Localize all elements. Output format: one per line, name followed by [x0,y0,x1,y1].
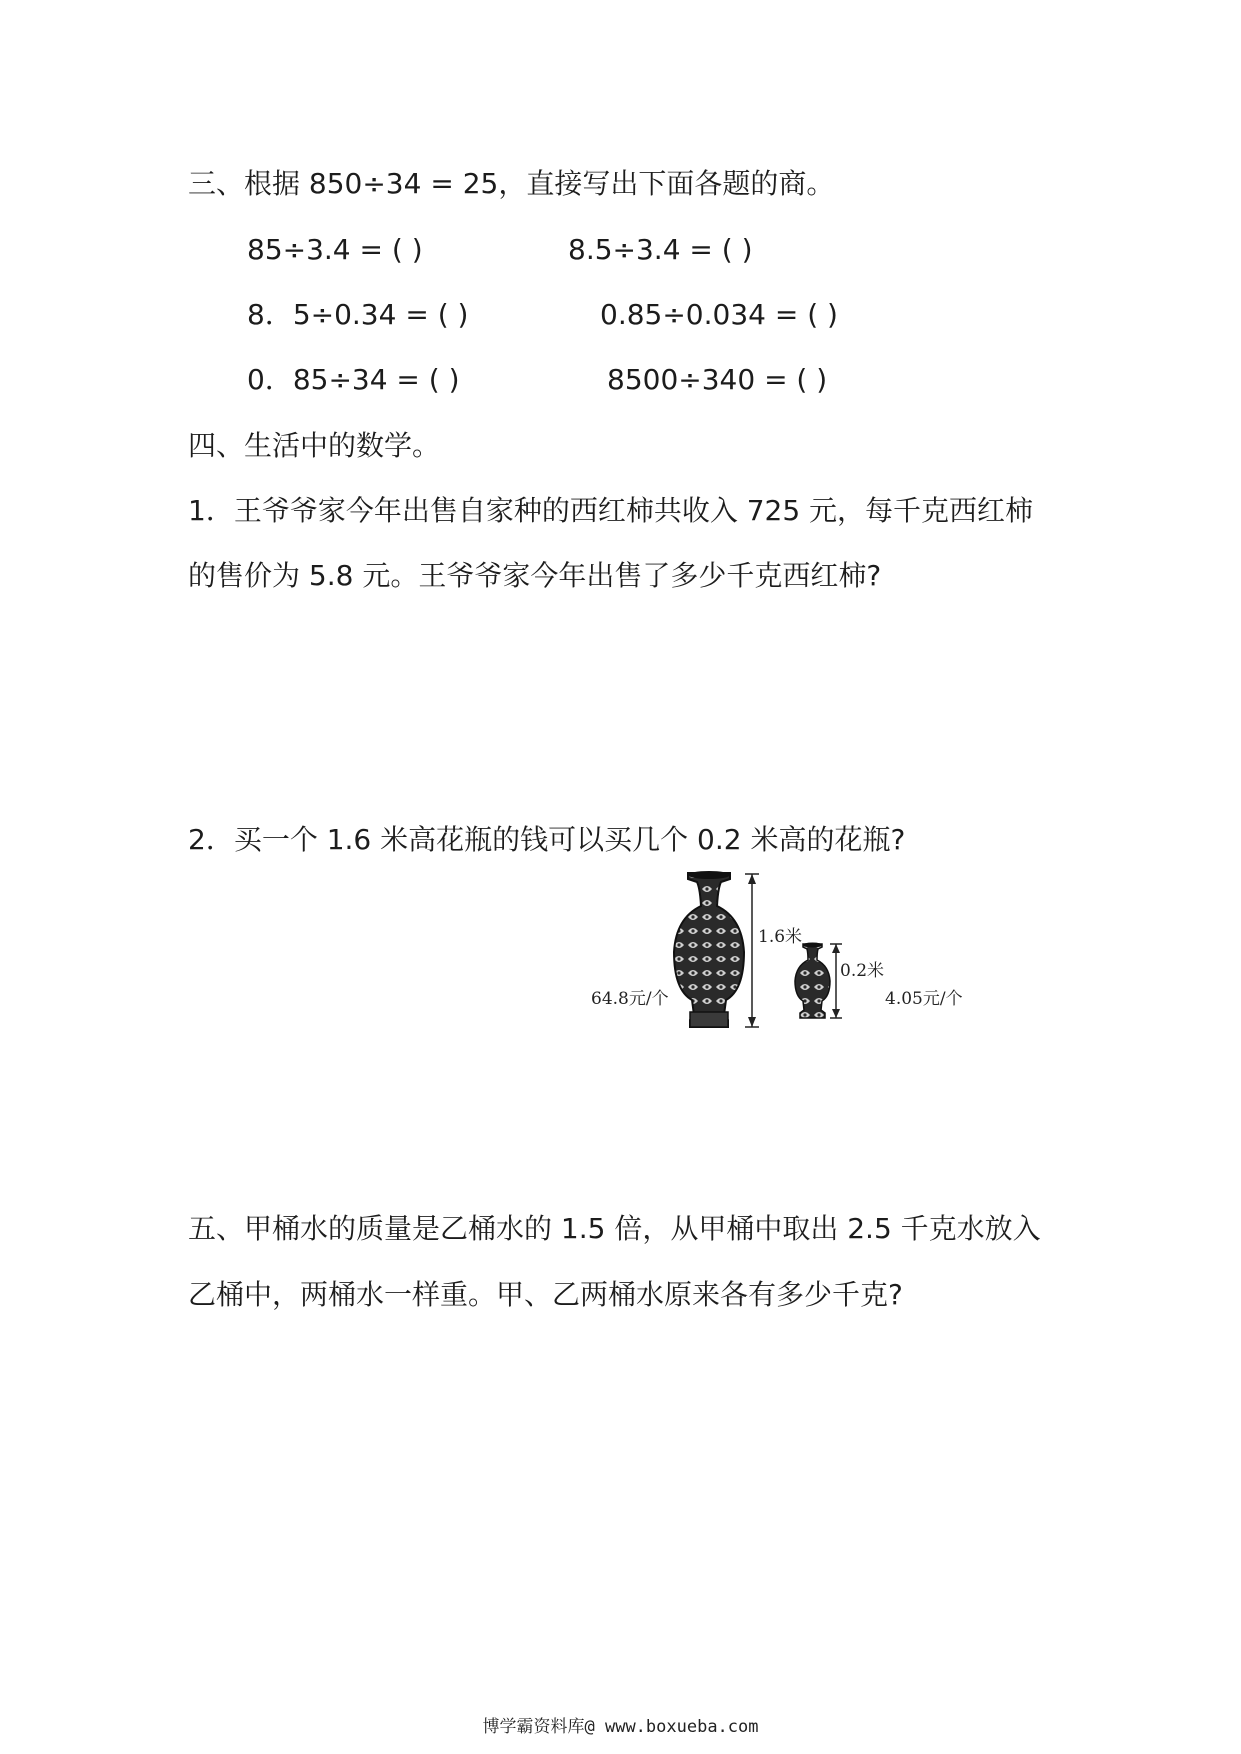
problem-6: 8500÷340 = ( ) [607,363,828,396]
question-1-line-1: 1．王爷爷家今年出售自家种的西红柿共收入 725 元，每千克西红柿 [188,494,1034,527]
problem-5: 0．85÷34 = ( ) [247,363,460,396]
large-vase-height: 1.6米 [758,927,803,947]
small-vase-price: 4.05元/个 [885,989,963,1009]
section-4-heading: 四、生活中的数学。 [188,429,441,462]
small-vase-image [795,943,830,1019]
footer-watermark: 博学霸资料库@ www.boxueba.com [482,1717,759,1737]
question-1-line-2: 的售价为 5.8 元。王爷爷家今年出售了多少千克西红柿? [188,559,882,592]
problem-3: 8．5÷0.34 = ( ) [247,298,469,331]
problem-2: 8.5÷3.4 = ( ) [568,233,753,266]
section-5-line-1: 五、甲桶水的质量是乙桶水的 1.5 倍，从甲桶中取出 2.5 千克水放入 [188,1212,1041,1245]
large-vase-price: 64.8元/个 [591,989,669,1009]
section-3-heading: 三、根据 850÷34 = 25，直接写出下面各题的商。 [188,167,835,200]
section-5-line-2: 乙桶中，两桶水一样重。甲、乙两桶水原来各有多少千克? [188,1278,903,1311]
problem-1: 85÷3.4 = ( ) [247,233,423,266]
large-vase-image [674,871,744,1027]
question-2: 2．买一个 1.6 米高花瓶的钱可以买几个 0.2 米高的花瓶? [188,823,906,856]
large-height-dimension [745,874,759,1027]
problem-4: 0.85÷0.034 = ( ) [600,298,838,331]
small-vase-height: 0.2米 [840,961,885,981]
